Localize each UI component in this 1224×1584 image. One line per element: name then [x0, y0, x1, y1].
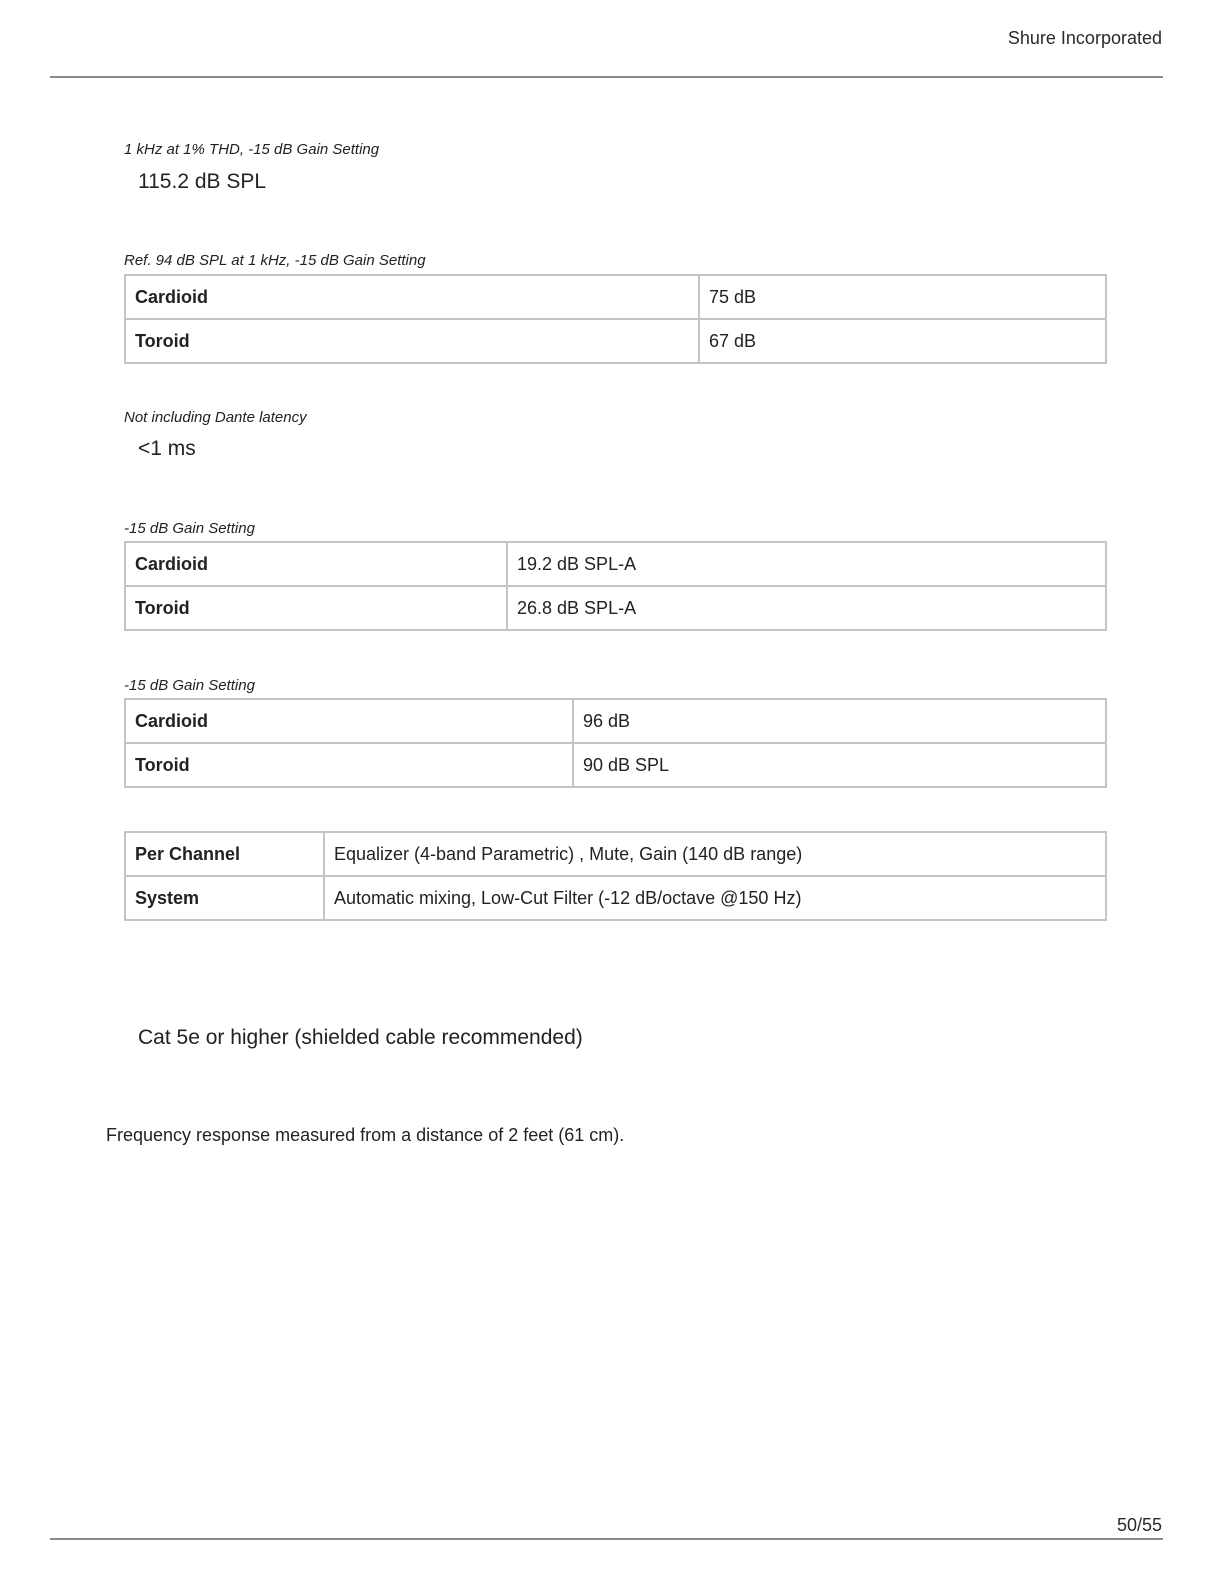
table-row	[125, 743, 1106, 787]
table-row	[125, 542, 1106, 586]
table-row	[125, 832, 1106, 876]
dsp-value-per-channel: Equalizer (4-band Parametric) , Mute, Gain (140 dB range)	[324, 832, 1106, 876]
self-noise-value-cardioid: 19.2 dB SPL-A	[507, 542, 1106, 586]
snr-value-cardioid: 75 dB	[699, 275, 1106, 319]
dynamic-range-label-cardioid: Cardioid	[125, 699, 573, 743]
dsp-value-system: Automatic mixing, Low-Cut Filter (-12 dB/octave @150 Hz)	[324, 876, 1106, 920]
page-number: 50/55	[1116, 1515, 1162, 1535]
max-spl-note: 1 kHz at 1% THD, -15 dB Gain Setting	[124, 141, 380, 158]
footer-divider	[50, 1538, 1163, 1540]
latency-note: Not including Dante latency	[124, 409, 307, 426]
table-row	[125, 876, 1106, 920]
snr-label-toroid: Toroid	[125, 319, 699, 363]
self-noise-note: -15 dB Gain Setting	[124, 520, 255, 537]
company-name: Shure Incorporated	[1007, 28, 1162, 48]
self-noise-table	[124, 541, 1107, 631]
dsp-table	[124, 831, 1107, 921]
self-noise-label-cardioid: Cardioid	[125, 542, 507, 586]
dsp-label-per-channel: Per Channel	[125, 832, 324, 876]
snr-table	[124, 274, 1107, 364]
dynamic-range-note: -15 dB Gain Setting	[124, 677, 255, 694]
self-noise-value-toroid: 26.8 dB SPL-A	[507, 586, 1106, 630]
snr-label-cardioid: Cardioid	[125, 275, 699, 319]
cable-value: Cat 5e or higher (shielded cable recommended)	[138, 1026, 583, 1049]
dsp-label-system: System	[125, 876, 324, 920]
header-divider	[50, 76, 1163, 78]
table-row	[125, 275, 1106, 319]
frequency-response-footnote: Frequency response measured from a distance of 2 feet (61 cm).	[106, 1125, 625, 1145]
table-row	[125, 586, 1106, 630]
self-noise-label-toroid: Toroid	[125, 586, 507, 630]
table-row	[125, 319, 1106, 363]
table-row	[125, 699, 1106, 743]
dynamic-range-label-toroid: Toroid	[125, 743, 573, 787]
snr-note: Ref. 94 dB SPL at 1 kHz, -15 dB Gain Setting	[124, 252, 426, 269]
dynamic-range-value-toroid: 90 dB SPL	[573, 743, 1106, 787]
snr-value-toroid: 67 dB	[699, 319, 1106, 363]
dynamic-range-table	[124, 698, 1107, 788]
max-spl-value: 115.2 dB SPL	[138, 170, 267, 193]
latency-value: <1 ms	[138, 437, 196, 460]
dynamic-range-value-cardioid: 96 dB	[573, 699, 1106, 743]
